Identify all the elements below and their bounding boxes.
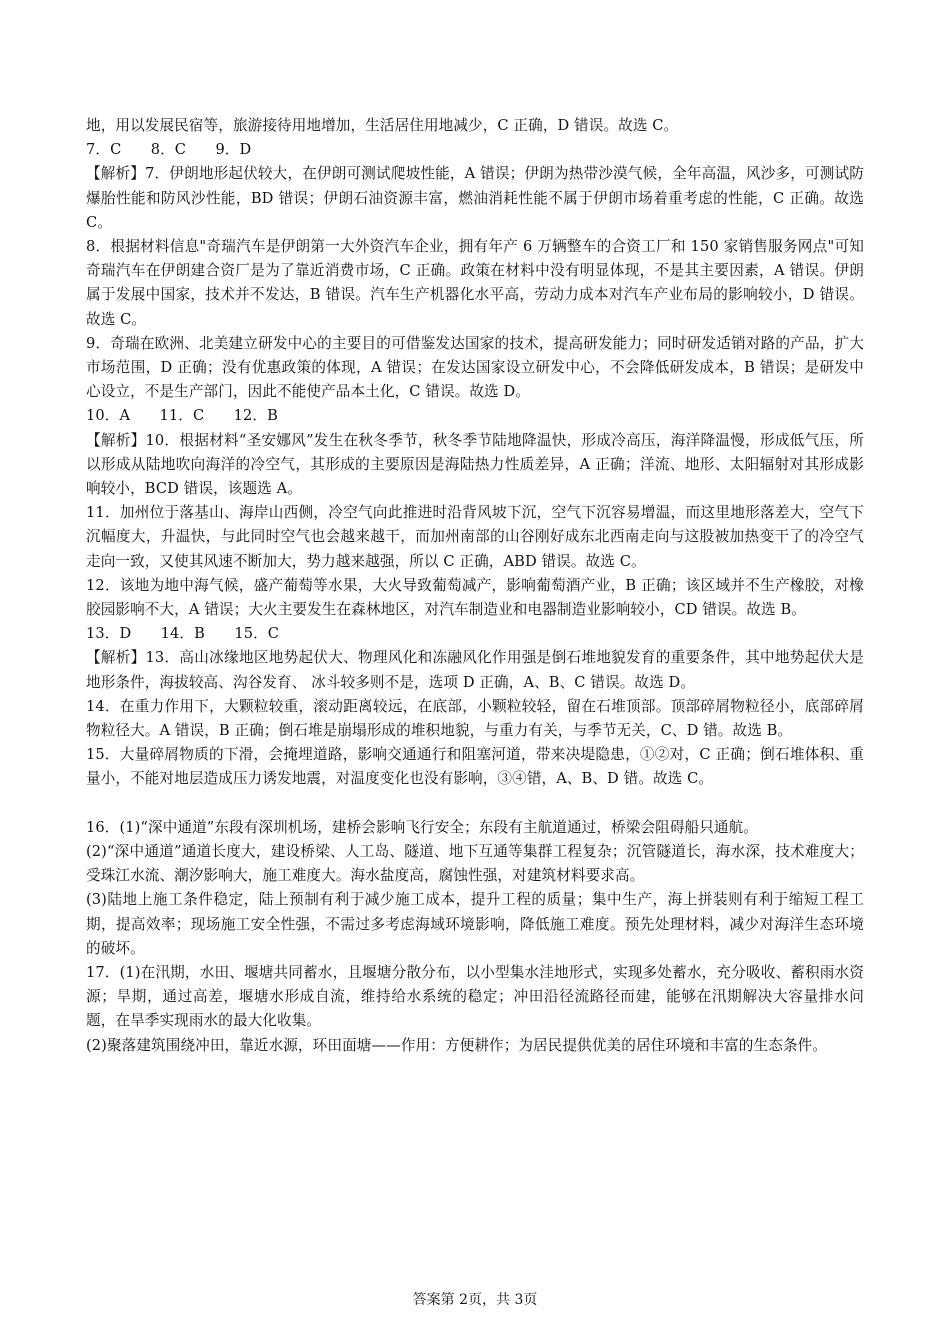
section-gap (86, 792, 864, 816)
analysis-q15: 15．大量碎屑物质的下滑，会掩埋道路，影响交通通行和阻塞河道，带来决堤隐患，①②对，C 正确；倒石堆体积、重量小，不能对地层造成压力诱发地震，对温度变化也没有影响，③④错，A、B、D 错。故选 C。 (86, 746, 864, 788)
analysis-q11: 11．加州位于落基山、海岸山西侧，冷空气向此推进时沿背风坡下沉，空气下沉容易增温，而这里地形落差大，空气下沉幅度大，升温快，与此同时空气也会越来越干，而加州南部的山谷刚好成东北西南走向与这股被加热变干了的冷空气走向一致，又使其风速不断加大，势力越来越强，所以 C 正确，ABD 错误。故选 C。 (86, 504, 864, 570)
answer-q17-part2: (2)聚落建筑围绕冲田，靠近水源，环田面塘——作用：方便耕作；为居民提供优美的居住环境和丰富的生态条件。 (86, 1036, 827, 1054)
analysis-q9: 9．奇瑞在欧洲、北美建立研发中心的主要目的可借鉴发达国家的技术，提高研发能力；同时研发适销对路的产品，扩大市场范围，D 正确；没有优惠政策的体现，A 错误；在发达国家设立研发中心，不会降低研发成本，B 错误；是研发中心设立，不是生产部门，因此不能使产品本土化，C 错误。故选 D。 (86, 334, 864, 401)
answer-q16-part2: (2)“深中通道”通道长度大，建设桥梁、人工岛、隧道、地下互通等集群工程复杂；沉管隧道长，海水深，技术难度大；受珠江水流、潮汐影响大，施工难度大。海水盐度高，腐蚀性强，对建筑材料要求高。 (86, 842, 864, 885)
analysis-q14: 14．在重力作用下，大颗粒较重，滚动距离较远，在底部，小颗粒较轻，留在石堆顶部。顶部碎屑物粒径小，底部碎屑物粒径大。A 错误，B 正确；倒石堆是崩塌形成的堆积地貌，与重力有关，与季节无关，C、D 错。故选 B。 (86, 697, 864, 740)
analysis-q7: 【解析】7．伊朗地形起伏较大，在伊朗可测试爬坡性能，A 错误；伊朗为热带沙漠气候，全年高温，风沙多，可测试防爆胎性能和防风沙性能，BD 错误；伊朗石油资源丰富，燃油消耗性能不属于伊朗市场着重考虑的性能，C 正确。故选 C。 (86, 165, 864, 231)
answer-line-13-15: 13．D 14．B 15．C (86, 625, 280, 643)
analysis-q12: 12．该地为地中海气候，盛产葡萄等水果，大火导致葡萄减产，影响葡萄酒产业，B 正确；该区域并不生产橡胶，对橡胶园影响不大，A 错误；大火主要发生在森林地区，对汽车制造业和电器制造业影响较小，CD 错误。故选 B。 (86, 576, 864, 619)
answer-line-10-12: 10．A 11．C 12．B (86, 407, 278, 425)
analysis-q10: 【解析】10．根据材料“圣安娜风”发生在秋冬季节，秋冬季节陆地降温快，形成冷高压，海洋降温慢，形成低气压，所以形成从陆地吹向海洋的冷空气，其形成的主要原因是海陆热力性质差异，A 正确；洋流、地形、太阳辐射对其形成影响较小，BCD 错误，该题选 A。 (86, 431, 864, 498)
analysis-q13: 【解析】13．高山冰缘地区地势起伏大、物理风化和冻融风化作用强是倒石堆地貌发育的重要条件，其中地势起伏大是地形条件，海拔较高、沟谷发育、 冰斗较多则不是，选项 D 正确，A、B、C 错误。故选 D。 (86, 649, 864, 691)
paragraph-q6-tail: 地，用以发展民宿等，旅游接待用地增加，生活居住用地减少，C 正确，D 错误。故选 C。 (86, 117, 679, 134)
page-footer: 答案第 2页，共 3页 (412, 1292, 538, 1308)
answer-q16-part1: 16．(1)“深中通道”东段有深圳机场，建桥会影响飞行安全；东段有主航道通过，桥梁会阻碍船只通航。 (86, 818, 759, 836)
document-body (86, 114, 864, 1058)
answer-q17-part1: 17．(1)在汛期，水田、堰塘共同蓄水，且堰塘分散分布，以小型集水洼地形式，实现多处蓄水，充分吸收、蓄积雨水资源；旱期，通过高差，堰塘水形成自流，维持给水系统的稳定；冲田沿径流路径而建，能够在汛期解决大容量排水问题，在旱季实现雨水的最大化收集。 (86, 963, 864, 1030)
analysis-q8: 8．根据材料信息"奇瑞汽车是伊朗第一大外资汽车企业，拥有年产 6 万辆整车的合资工厂和 150 家销售服务网点"可知奇瑞汽车在伊朗建合资厂是为了靠近消费市场，C 正确。政策在材料中没有明显体现，不是其主要因素，A 错误。伊朗属于发展中国家，技术并不发达，B 错误。汽车生产机器化水平高，劳动力成本对汽车产业布局的影响较小，D 错误。故选 C。 (86, 238, 864, 328)
answer-line-7-9: 7．C 8．C 9．D (86, 141, 252, 159)
answer-q16-part3: (3)陆地上施工条件稳定，陆上预制有利于减少施工成本，提升工程的质量；集中生产，海上拼装则有利于缩短工程工期，提高效率；现场施工安全性强，不需过多考虑海域环境影响，降低施工难度。预先处理材料，减少对海洋生态环境的破坏。 (86, 891, 864, 957)
